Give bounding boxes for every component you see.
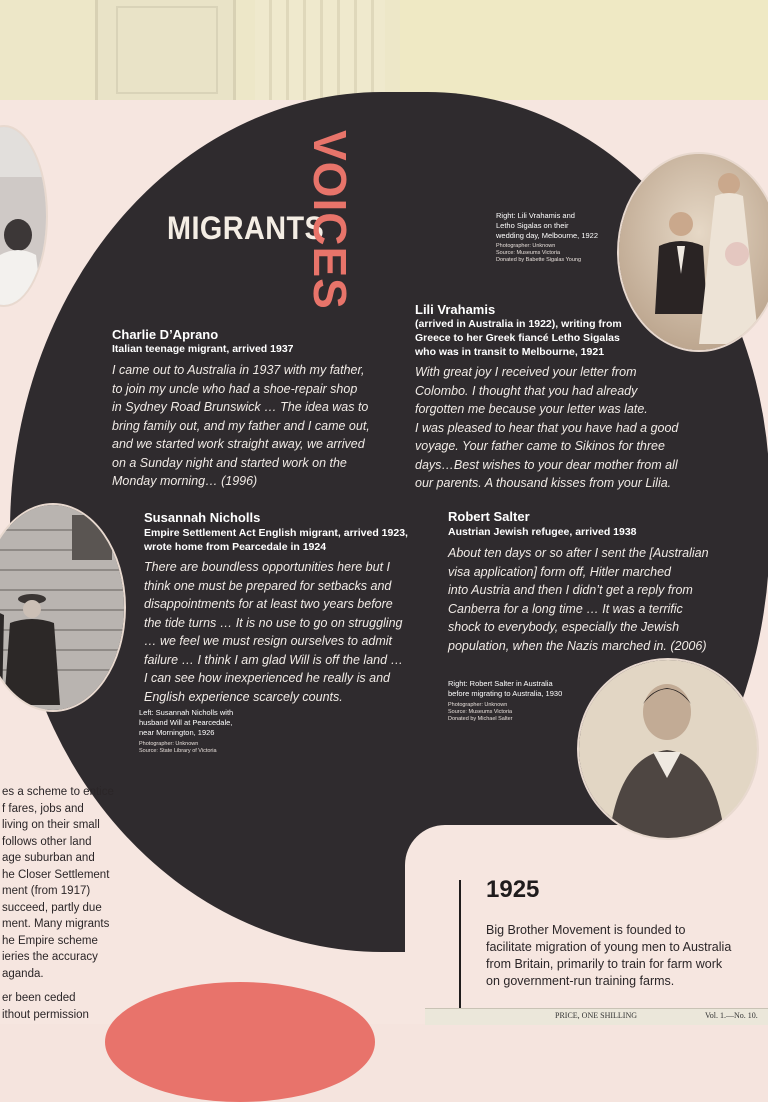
quote-line: Monday morning… (1996) (112, 474, 258, 488)
newspaper-price: PRICE, ONE SHILLING (555, 1011, 637, 1020)
side-line (2, 982, 118, 990)
quote-line: visa application] form off, Hitler marched (448, 564, 672, 579)
quote-line: voyage. Your father came to Sikinos for three (415, 439, 665, 453)
timeline-year: 1925 (486, 876, 540, 903)
susannah-quote (144, 558, 434, 706)
caption-line: before migrating to Australia, 1930 (448, 689, 563, 698)
caption-line: husband Will at Pearcedale, (139, 718, 233, 727)
side-line: es a scheme to entice (2, 786, 114, 798)
robert-photo (577, 658, 759, 840)
title-migrants: MIGRANTS (167, 210, 325, 246)
quote-line: to join my uncle who had a shoe-repair shop (112, 381, 358, 396)
side-line: ieries the accuracy (2, 951, 98, 963)
side-line: f fares, jobs and (2, 802, 84, 815)
subtitle-line: Greece to her Greek fiancé Letho Sigalas (415, 332, 620, 344)
title-voices: VOICES (304, 130, 356, 310)
side-line: er been ceded (2, 992, 76, 1004)
caption-credit: Source: State Library of Victoria (139, 748, 217, 754)
timeline-line-text: from Britain, primarily to train for farm work (486, 957, 723, 971)
lili-quote (415, 363, 715, 493)
caption-credit: Photographer: Unknown (139, 741, 199, 747)
robert-photo-caption (448, 679, 588, 723)
caption-credit: Photographer: Unknown (496, 243, 556, 249)
quote-line: into Austria and then I didn’t get a reply from (448, 583, 693, 597)
quote-line: our parents. A thousand kisses from your Lilia. (415, 476, 672, 490)
timeline-line-text: facilitate migration of young men to Australia (486, 940, 732, 954)
decorative-pink-circle (105, 982, 375, 1102)
caption-credit: Source: Museums Victoria (448, 709, 513, 715)
man-portrait-photo-icon (579, 660, 757, 838)
newspaper-clipping (425, 1008, 768, 1025)
robert-quote (448, 544, 748, 655)
caption-line: Right: Robert Salter in Australia (448, 679, 553, 688)
subtitle-line: who was in transit to Melbourne, 1921 (415, 346, 605, 358)
robert-subtitle: Austrian Jewish refugee, arrived 1938 (448, 526, 637, 538)
susannah-name: Susannah Nicholls (144, 510, 261, 525)
quote-line: days…Best wishes to your dear mother from all (415, 457, 678, 472)
quote-line: population, when the Nazis marched in. (2006) (448, 638, 707, 653)
side-line: ment (from 1917) (2, 885, 91, 897)
quote-line: bring family out, and my father and I came out, (112, 418, 370, 433)
side-line: ment. Many migrants (2, 918, 110, 930)
quote-line: disappointments for at least two years before (144, 597, 393, 611)
caption-credit: Photographer: Unknown (448, 702, 508, 708)
susannah-photo-caption (139, 708, 279, 755)
quote-line: failure … I think I am glad Will is off the land … (144, 652, 404, 667)
quote-line: With great joy I received your letter from (415, 365, 637, 379)
side-line: living on their small (2, 819, 100, 831)
caption-credit: Donated by Babette Sigalas Young (496, 257, 582, 263)
quote-line: English experience scarcely counts. (144, 689, 343, 704)
charlie-name: Charlie D’Aprano (112, 327, 219, 342)
quote-line: There are boundless opportunities here but I (144, 560, 390, 574)
quote-line: shock to everybody, especially the Jewish (448, 620, 680, 634)
quote-line: About ten days or so after I sent the [Australian (448, 546, 709, 560)
quote-line: I was pleased to hear that you have had a good (415, 420, 679, 435)
quote-line: forgotten me because your letter was late. (415, 402, 648, 416)
side-line: aganda. (2, 967, 44, 980)
lili-subtitle (415, 317, 675, 359)
caption-credit: Donated by Michael Salter (448, 716, 513, 722)
subtitle-line: wrote home from Pearcedale in 1924 (144, 541, 327, 553)
side-line: he Closer Settlement (2, 868, 110, 881)
quote-line: Colombo. I thought that you had already (415, 383, 638, 398)
side-line: age suburban and (2, 852, 95, 864)
quote-line: … we feel we must resign ourselves to admit (144, 634, 393, 648)
subtitle-line: (arrived in Australia in 1922), writing from (415, 318, 622, 330)
quote-line: the tide turns … It is no use to go on struggling (144, 615, 403, 630)
charlie-subtitle: Italian teenage migrant, arrived 1937 (112, 343, 294, 355)
timeline-line (459, 880, 461, 1024)
susannah-subtitle (144, 526, 434, 554)
caption-line: Letho Sigalas on their (496, 221, 569, 230)
quote-line: Canberra for a long time … It was a terrific (448, 601, 683, 616)
charlie-quote (112, 361, 412, 491)
timeline-line-text: on government-run training farms. (486, 974, 675, 988)
caption-line: near Mornington, 1926 (139, 728, 215, 737)
side-line: he Empire scheme (2, 934, 98, 947)
side-line: succeed, partly due (2, 901, 102, 914)
caption-line: wedding day, Melbourne, 1922 (496, 231, 599, 240)
quote-line: I can see how inexperienced he really is and (144, 671, 390, 685)
caption-line: Left: Susannah Nicholls with (139, 708, 234, 717)
quote-line: and we started work straight away, we arrived (112, 437, 365, 451)
robert-name: Robert Salter (448, 509, 530, 524)
caption-credit: Source: Museums Victoria (496, 250, 561, 256)
couple-photo-icon (0, 505, 124, 710)
timeline-text (486, 922, 756, 990)
quote-line: think one must be prepared for setbacks and (144, 578, 392, 593)
caption-line: Right: Lili Vrahamis and (496, 211, 575, 220)
side-panel-text (0, 784, 118, 1023)
wall-door (95, 0, 236, 100)
side-line: follows other land (2, 835, 92, 848)
lili-photo-caption (496, 211, 636, 264)
door-panel (116, 6, 218, 94)
lili-name: Lili Vrahamis (415, 302, 496, 317)
quote-line: I came out to Australia in 1937 with my father, (112, 363, 365, 377)
quote-line: on a Sunday night and started work on the (112, 455, 347, 470)
side-line: ithout permission (2, 1008, 89, 1021)
quote-line: in Sydney Road Brunswick … The idea was to (112, 400, 369, 414)
timeline-line-text: Big Brother Movement is founded to (486, 923, 686, 937)
newspaper-volume: Vol. 1.—No. 10. (705, 1011, 758, 1020)
subtitle-line: Empire Settlement Act English migrant, arrived 1923, (144, 527, 408, 539)
